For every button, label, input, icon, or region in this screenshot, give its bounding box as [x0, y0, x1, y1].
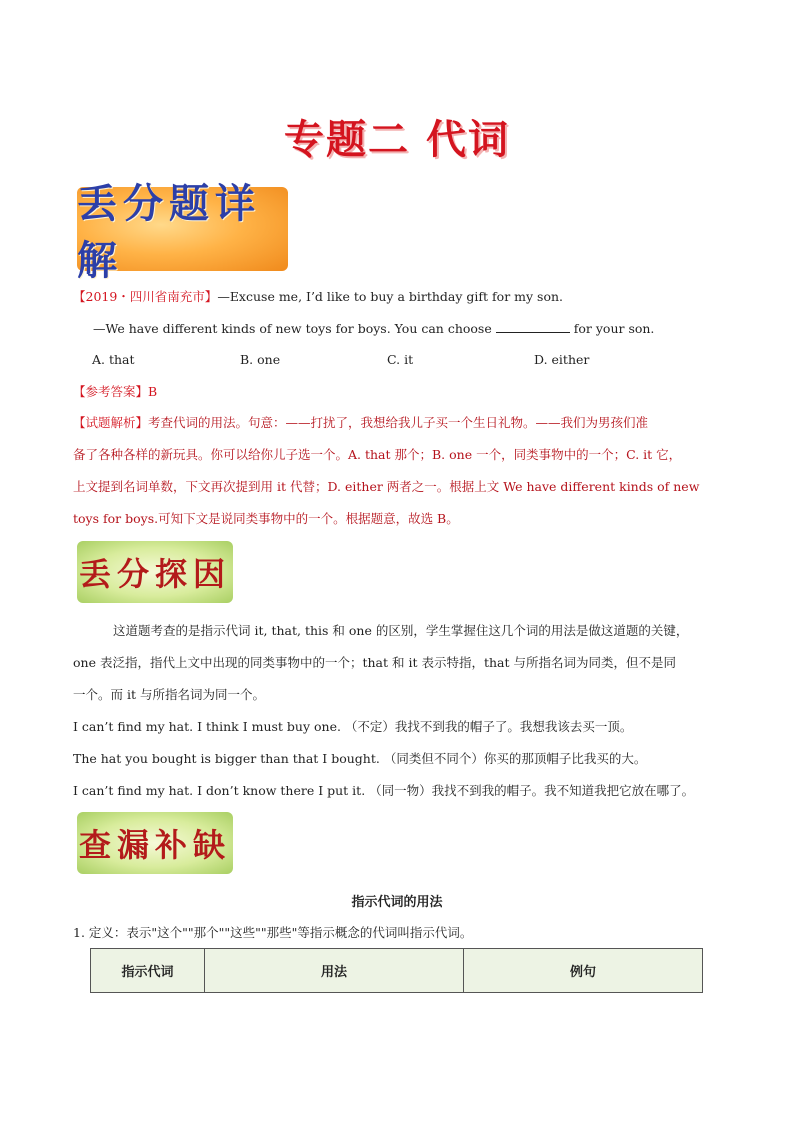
- page-title: 专题二 代词: [284, 117, 510, 163]
- answer-value: B: [148, 384, 158, 399]
- option-b: B. one: [240, 352, 281, 367]
- answer-label: 【参考答案】: [73, 384, 149, 399]
- question-source: 【2019・四川省南充市】: [73, 289, 218, 304]
- analysis-block: [73, 407, 733, 535]
- section-title: 指示代词的用法: [351, 895, 443, 910]
- example-sentence: I can’t find my hat. I don’t know there I put it. （同一物）我找不到我的帽子。我不知道我把它放在哪了。: [73, 783, 695, 798]
- answer-line: [73, 383, 157, 401]
- question-line-2: [93, 320, 654, 338]
- cause-block: [73, 615, 733, 807]
- header-example: 例句: [464, 949, 703, 993]
- example-sentence: I can’t find my hat. I think I must buy one. （不定）我找不到我的帽子了。我想我该去买一顶。: [73, 719, 633, 734]
- question-line-1: [73, 288, 563, 306]
- answer-blank: [496, 320, 570, 333]
- option-d: D. either: [534, 352, 590, 367]
- lost-points-banner: 丢分题详解: [77, 187, 288, 271]
- usage-table: [90, 948, 703, 993]
- fill-gaps-banner: 查漏补缺: [77, 812, 233, 874]
- example-sentence: The hat you bought is bigger than that I bought. （同类但不同个）你买的那顶帽子比我买的大。: [73, 751, 647, 766]
- cause-line: 一个。而 it 与所指名词为同一个。: [73, 687, 265, 702]
- header-demonstrative-pronoun: 指示代词: [91, 949, 205, 993]
- question-dialogue-2-end: for your son.: [573, 321, 655, 336]
- header-usage: 用法: [205, 949, 464, 993]
- analysis-label: 【试题解析】: [73, 415, 149, 430]
- analysis-line: 上文提到名词单数，下文再次提到用 it 代替；D. either 两者之一。根据上文 We have different kinds of new: [73, 479, 700, 494]
- table-header-row: [91, 949, 703, 993]
- analysis-line: 考查代词的用法。句意：——打扰了，我想给我儿子买一个生日礼物。——我们为男孩们准: [148, 415, 649, 430]
- definition-line: 1. 定义：表示"这个""那个""这些""那些"等指示概念的代词叫指示代词。: [73, 925, 473, 940]
- analysis-line: toys for boys.可知下文是说同类事物中的一个。根据题意，故选 B。: [73, 511, 459, 526]
- option-c: C. it: [387, 352, 414, 367]
- cause-banner: 丢分探因: [77, 541, 233, 603]
- analysis-line: 备了各种各样的新玩具。你可以给你儿子选一个。A. that 那个；B. one 一个，同类事物中的一个；C. it 它，: [73, 447, 682, 462]
- question-dialogue-1: —Excuse me, I’d like to buy a birthday gift for my son.: [217, 289, 563, 304]
- cause-line: 这道题考查的是指示代词 it, that, this 和 one 的区别，学生掌握住这几个词的用法是做这道题的关键，: [113, 623, 689, 638]
- cause-line: one 表泛指，指代上文中出现的同类事物中的一个；that 和 it 表示特指，that 与所指名词为同类，但不是同: [73, 655, 676, 670]
- option-a: A. that: [92, 352, 135, 367]
- question-dialogue-2: —We have different kinds of new toys for boys. You can choose: [93, 321, 492, 336]
